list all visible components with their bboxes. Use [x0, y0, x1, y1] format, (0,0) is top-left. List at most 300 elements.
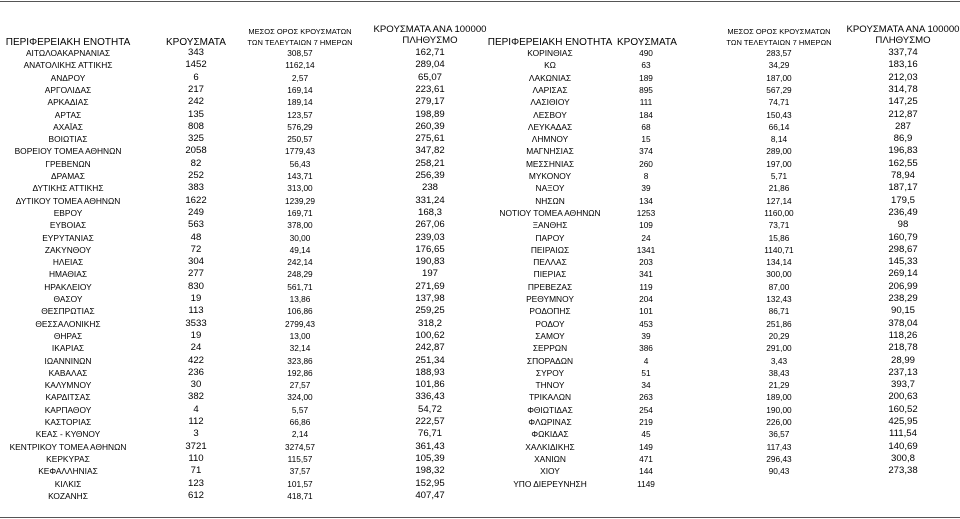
avg-7day-cell: 74,71 — [768, 97, 790, 108]
region-name-cell: ΑΡΓΟΛΙΔΑΣ — [44, 84, 92, 95]
avg-7day-cell: 2799,43 — [285, 318, 315, 329]
cases-cell: 39 — [641, 183, 651, 194]
table-row — [0, 441, 960, 453]
region-name-cell: ΒΟΡΕΙΟΥ ΤΟΜΕΑ ΑΘΗΝΩΝ — [14, 146, 122, 157]
avg-7day-cell: 1779,43 — [285, 146, 315, 157]
avg-7day-cell: 169,71 — [287, 207, 313, 218]
avg-7day-cell: 127,14 — [766, 195, 792, 206]
region-name-cell: ΑΝΑΤΟΛΙΚΗΣ ΑΤΤΙΚΗΣ — [23, 60, 113, 71]
per-100k-cell: 140,69 — [888, 440, 918, 452]
region-name-cell: ΣΑΜΟΥ — [535, 330, 565, 341]
cases-cell: 19 — [190, 293, 202, 304]
region-name-cell: ΤΡΙΚΑΛΩΝ — [528, 392, 572, 403]
cases-cell: 895 — [639, 84, 653, 95]
per-100k-cell: 78,94 — [890, 170, 915, 181]
cases-cell: 1452 — [185, 59, 207, 71]
cases-cell: 219 — [639, 417, 653, 427]
per-100k-cell: 179,5 — [890, 194, 915, 206]
region-name-cell: ΠΡΕΒΕΖΑΣ — [527, 281, 573, 292]
per-100k-cell: 198,32 — [415, 465, 445, 477]
cases-cell: 252 — [187, 170, 204, 181]
region-name-cell: ΜΕΣΣΗΝΙΑΣ — [525, 158, 575, 169]
cases-cell: 217 — [187, 83, 204, 95]
avg-7day-cell: 86,71 — [768, 306, 790, 317]
avg-7day-cell: 567,29 — [766, 84, 792, 95]
cases-cell: 325 — [187, 133, 204, 145]
region-name-cell: ΧΑΛΚΙΔΙΚΗΣ — [525, 441, 575, 452]
region-name-cell: ΦΛΩΡΙΝΑΣ — [528, 417, 572, 427]
avg-7day-cell: 1239,29 — [285, 195, 315, 206]
avg-7day-cell: 1160,00 — [764, 207, 794, 218]
table-row — [0, 59, 960, 71]
per-100k-cell: 76,71 — [417, 428, 442, 440]
avg-7day-cell: 90,43 — [768, 466, 790, 477]
cases-cell: 149 — [639, 441, 653, 452]
region-name-cell: ΤΗΝΟΥ — [535, 380, 565, 391]
region-name-cell: ΦΘΙΩΤΙΔΑΣ — [527, 404, 573, 415]
per-100k-cell: 223,61 — [415, 83, 445, 95]
avg-7day-cell: 115,57 — [287, 453, 313, 464]
region-name-cell: ΛΑΚΩΝΙΑΣ — [528, 72, 572, 83]
avg-7day-cell: 5,57 — [291, 404, 309, 415]
table-row — [0, 268, 960, 280]
avg-7day-cell: 323,86 — [287, 355, 313, 366]
avg-7day-cell: 189,00 — [766, 392, 792, 403]
table-row — [0, 109, 960, 121]
region-name-cell: ΛΗΜΝΟΥ — [531, 134, 569, 145]
table-row — [0, 47, 960, 59]
cases-cell: 490 — [639, 48, 653, 58]
per-100k-cell: 100,62 — [415, 329, 445, 341]
avg-7day-cell: 1162,14 — [285, 60, 315, 71]
region-name-cell: ΖΑΚΥΝΘΟΥ — [44, 244, 92, 255]
table-row — [0, 490, 960, 502]
region-name-cell: ΣΥΡΟΥ — [535, 367, 565, 378]
avg-7day-cell: 197,00 — [766, 158, 792, 169]
region-name-cell: ΣΕΡΡΩΝ — [532, 343, 568, 354]
per-100k-cell: 269,14 — [888, 268, 918, 280]
region-name-cell: ΓΡΕΒΕΝΩΝ — [45, 158, 91, 169]
cases-cell: 374 — [639, 146, 653, 157]
region-name-cell: ΕΥΒΟΙΑΣ — [49, 220, 87, 231]
cases-cell: 1622 — [185, 194, 207, 206]
region-name-cell: ΧΙΟΥ — [540, 466, 560, 477]
avg-7day-cell: 308,57 — [287, 48, 313, 58]
avg-7day-cell: 134,14 — [766, 257, 792, 268]
avg-7day-cell: 150,43 — [766, 109, 792, 120]
table-row — [0, 219, 960, 231]
per-100k-cell: 298,67 — [888, 243, 918, 255]
cases-cell: 34 — [641, 380, 651, 391]
region-name-cell: ΘΕΣΠΡΩΤΙΑΣ — [41, 306, 95, 317]
header-avg-right-line1: ΜΕΣΟΣ ΟΡΟΣ ΚΡΟΥΣΜΑΤΩΝ — [727, 27, 831, 36]
per-100k-cell: 239,03 — [415, 231, 445, 243]
avg-7day-cell: 21,29 — [768, 380, 790, 391]
header-cases-left: ΚΡΟΥΣΜΑΤΑ — [166, 37, 226, 48]
region-name-cell: ΔΥΤΙΚΟΥ ΤΟΜΕΑ ΑΘΗΝΩΝ — [15, 195, 121, 206]
per-100k-cell: 256,39 — [415, 170, 445, 181]
per-100k-cell: 206,99 — [888, 280, 918, 292]
bottom-border — [0, 517, 960, 518]
table-row — [0, 391, 960, 403]
region-name-cell: ΙΩΑΝΝΙΝΩΝ — [44, 355, 92, 366]
avg-7day-cell: 8,14 — [770, 134, 788, 145]
table-row — [0, 342, 960, 354]
cases-cell: 1253 — [636, 207, 656, 218]
avg-7day-cell: 13,00 — [289, 330, 311, 341]
per-100k-cell: 336,43 — [415, 391, 445, 403]
per-100k-cell: 168,3 — [417, 206, 442, 218]
cases-cell: 382 — [187, 391, 204, 403]
table-row — [0, 330, 960, 342]
per-100k-cell: 267,06 — [415, 219, 445, 231]
avg-7day-cell: 313,00 — [287, 183, 313, 194]
avg-7day-cell: 30,00 — [289, 232, 311, 243]
cases-cell: 254 — [639, 404, 653, 415]
region-name-cell: ΧΑΝΙΩΝ — [534, 453, 566, 464]
per-100k-cell: 147,25 — [888, 96, 918, 108]
table-row — [0, 416, 960, 428]
region-name-cell: ΛΕΣΒΟΥ — [533, 109, 567, 120]
per-100k-cell: 118,26 — [888, 329, 918, 341]
region-name-cell: ΛΕΥΚΑΔΑΣ — [527, 121, 573, 132]
per-100k-cell: 101,86 — [415, 379, 445, 391]
region-name-cell: ΝΑΞΟΥ — [535, 183, 565, 194]
per-100k-cell: 65,07 — [417, 71, 442, 83]
per-100k-cell: 162,55 — [888, 157, 918, 169]
avg-7day-cell: 36,57 — [768, 429, 790, 440]
table-row — [0, 195, 960, 207]
top-border — [0, 1, 960, 2]
cases-cell: 111 — [639, 97, 653, 108]
cases-cell: 4 — [643, 355, 649, 366]
region-name-cell: ΗΜΑΘΙΑΣ — [48, 269, 88, 280]
avg-7day-cell: 2,57 — [291, 72, 309, 83]
header-per100k-left — [370, 25, 490, 46]
avg-7day-cell: 117,43 — [766, 441, 792, 452]
avg-7day-cell: 101,57 — [287, 478, 313, 489]
per-100k-cell: 378,04 — [888, 317, 918, 329]
avg-7day-cell: 66,86 — [289, 417, 311, 427]
region-name-cell: ΑΡΤΑΣ — [54, 109, 82, 120]
region-name-cell: ΕΥΡΥΤΑΝΙΑΣ — [42, 232, 94, 243]
table-row — [0, 318, 960, 330]
per-100k-cell: 260,39 — [415, 120, 445, 132]
per-100k-cell: 275,61 — [415, 133, 445, 145]
avg-7day-cell: 13,86 — [289, 294, 311, 304]
per-100k-cell: 287 — [894, 120, 911, 132]
avg-7day-cell: 49,14 — [289, 244, 311, 255]
per-100k-cell: 222,57 — [415, 416, 445, 427]
per-100k-cell: 331,24 — [415, 194, 445, 206]
avg-7day-cell: 32,14 — [289, 343, 311, 354]
per-100k-cell: 273,38 — [888, 465, 918, 477]
avg-7day-cell: 192,86 — [287, 367, 313, 378]
per-100k-cell: 196,83 — [888, 145, 918, 157]
avg-7day-cell: 3274,57 — [285, 441, 315, 452]
per-100k-cell: 337,74 — [888, 47, 918, 58]
cases-cell: 51 — [641, 367, 651, 378]
avg-7day-cell: 283,57 — [766, 48, 792, 58]
cases-cell: 71 — [190, 465, 202, 477]
region-name-cell: ΡΟΔΟΠΗΣ — [529, 306, 571, 317]
avg-7day-cell: 576,29 — [287, 121, 313, 132]
avg-7day-cell: 296,43 — [766, 453, 792, 464]
avg-7day-cell: 73,71 — [768, 220, 790, 231]
table-row — [0, 281, 960, 293]
region-name-cell: ΦΩΚΙΔΑΣ — [531, 429, 569, 440]
cases-cell: 6 — [193, 71, 199, 83]
per-100k-cell: 238,29 — [888, 293, 918, 304]
cases-cell: 30 — [190, 379, 202, 391]
cases-cell: 612 — [187, 489, 204, 501]
region-name-cell: ΠΑΡΟΥ — [535, 232, 565, 243]
cases-cell: 189 — [639, 72, 653, 83]
avg-7day-cell: 169,14 — [287, 84, 313, 95]
table-row — [0, 182, 960, 194]
header-avg-right — [722, 26, 836, 48]
cases-cell: 277 — [187, 268, 204, 280]
per-100k-cell: 90,15 — [890, 305, 915, 317]
avg-7day-cell: 242,14 — [287, 257, 313, 268]
region-name-cell: ΒΟΙΩΤΙΑΣ — [48, 134, 88, 145]
cases-cell: 1341 — [636, 244, 656, 255]
table-row — [0, 244, 960, 256]
table-row — [0, 207, 960, 219]
per-100k-cell: 407,47 — [415, 489, 445, 501]
avg-7day-cell: 251,86 — [766, 318, 792, 329]
cases-cell: 24 — [641, 232, 651, 243]
cases-cell: 3533 — [185, 317, 207, 329]
per-100k-cell: 105,39 — [415, 452, 445, 464]
region-name-cell: ΚΑΛΥΜΝΟΥ — [44, 380, 92, 391]
region-name-cell: ΚΕΝΤΡΙΚΟΥ ΤΟΜΕΑ ΑΘΗΝΩΝ — [9, 441, 127, 452]
per-100k-cell: 160,52 — [888, 403, 918, 415]
cases-cell: 123 — [187, 477, 204, 489]
cases-cell: 242 — [187, 96, 204, 108]
per-100k-cell: 198,89 — [415, 108, 445, 120]
per-100k-cell: 98 — [897, 219, 909, 231]
header-per100k-right-line1: ΚΡΟΥΣΜΑΤΑ ΑΝΑ 100000 — [846, 24, 960, 35]
per-100k-cell: 54,72 — [417, 403, 442, 415]
region-name-cell: ΘΕΣΣΑΛΟΝΙΚΗΣ — [35, 318, 101, 329]
per-100k-cell: 300,8 — [890, 452, 915, 464]
per-100k-cell: 137,98 — [415, 293, 445, 304]
table-row — [0, 96, 960, 108]
region-name-cell: ΑΡΚΑΔΙΑΣ — [47, 97, 89, 108]
avg-7day-cell: 418,71 — [287, 490, 313, 501]
per-100k-cell: 314,78 — [888, 83, 918, 95]
region-name-cell: ΠΕΛΛΑΣ — [533, 257, 567, 268]
cases-cell: 15 — [641, 134, 651, 145]
avg-7day-cell: 38,43 — [768, 367, 790, 378]
cases-cell: 119 — [639, 281, 653, 292]
header-per100k-left-line2: ΠΛΗΘΥΣΜΟ — [402, 34, 458, 46]
region-name-cell: ΚΕΦΑΛΛΗΝΙΑΣ — [38, 466, 98, 477]
header-avg-right-line2: ΤΩΝ ΤΕΛΕΥΤΑΙΩΝ 7 ΗΜΕΡΩΝ — [726, 38, 832, 47]
avg-7day-cell: 34,29 — [768, 60, 790, 71]
avg-7day-cell: 291,00 — [766, 343, 792, 354]
per-100k-cell: 197 — [421, 268, 438, 280]
region-name-cell: ΛΑΣΙΘΙΟΥ — [530, 97, 570, 108]
header-avg-left — [240, 26, 360, 48]
cases-cell: 101 — [639, 306, 653, 317]
cases-cell: 453 — [639, 318, 653, 329]
cases-cell: 204 — [639, 294, 653, 304]
cases-cell: 236 — [187, 366, 204, 378]
per-100k-cell: 238 — [421, 182, 438, 194]
cases-cell: 386 — [639, 343, 653, 354]
cases-cell: 82 — [190, 157, 202, 169]
table-row — [0, 232, 960, 244]
region-name-cell: ΚΕΑΣ - ΚΥΘΝΟΥ — [35, 429, 101, 440]
cases-cell: 72 — [190, 243, 202, 255]
per-100k-cell: 111,54 — [889, 428, 917, 440]
table-row — [0, 158, 960, 170]
per-100k-cell: 160,79 — [888, 231, 918, 243]
avg-7day-cell: 106,86 — [287, 306, 313, 317]
avg-7day-cell: 2,14 — [291, 429, 309, 440]
cases-cell: 563 — [187, 219, 204, 231]
region-name-cell: ΞΑΝΘΗΣ — [532, 220, 568, 231]
avg-7day-cell: 226,00 — [766, 417, 792, 427]
region-name-cell: ΠΕΙΡΑΙΩΣ — [530, 244, 570, 255]
per-100k-cell: 425,95 — [888, 416, 918, 427]
per-100k-cell: 218,78 — [888, 342, 918, 354]
table-row — [0, 453, 960, 465]
cases-cell: 4 — [193, 403, 199, 415]
per-100k-cell: 212,87 — [888, 108, 918, 120]
cases-cell: 110 — [188, 452, 204, 464]
avg-7day-cell: 123,57 — [287, 109, 313, 120]
cases-cell: 2058 — [185, 145, 207, 157]
avg-7day-cell: 3,43 — [770, 355, 788, 366]
table-row — [0, 121, 960, 133]
cases-cell: 263 — [639, 392, 653, 403]
per-100k-cell: 183,16 — [888, 59, 918, 71]
avg-7day-cell: 187,00 — [766, 72, 792, 83]
region-name-cell: ΘΑΣΟΥ — [53, 294, 83, 304]
table-row — [0, 404, 960, 416]
cases-cell: 3 — [193, 428, 199, 440]
cases-cell: 24 — [190, 342, 202, 354]
per-100k-cell: 28,99 — [890, 354, 915, 366]
cases-cell: 304 — [187, 256, 204, 268]
region-name-cell: ΚΑΡΠΑΘΟΥ — [44, 404, 92, 415]
header-cases-right: ΚΡΟΥΣΜΑΤΑ — [617, 37, 677, 48]
per-100k-cell: 236,49 — [888, 206, 918, 218]
header-per100k-left-line1: ΚΡΟΥΣΜΑΤΑ ΑΝΑ 100000 — [373, 24, 487, 35]
cases-cell: 63 — [641, 60, 651, 71]
avg-7day-cell: 15,86 — [768, 232, 790, 243]
region-name-cell: ΚΕΡΚΥΡΑΣ — [46, 453, 90, 464]
table-row — [0, 170, 960, 182]
cases-cell: 383 — [187, 182, 204, 194]
per-100k-cell: 318,2 — [417, 317, 442, 329]
region-name-cell: ΕΒΡΟΥ — [53, 207, 83, 218]
region-name-cell: ΛΑΡΙΣΑΣ — [532, 84, 568, 95]
region-name-cell: ΥΠΟ ΔΙΕΡΕΥΝΗΣΗ — [513, 478, 587, 489]
region-name-cell: ΡΕΘΥΜΝΟΥ — [526, 294, 574, 304]
cases-cell: 113 — [188, 305, 204, 317]
region-name-cell: ΚΑΒΑΛΑΣ — [48, 367, 88, 378]
region-name-cell: ΠΙΕΡΙΑΣ — [533, 269, 567, 280]
per-100k-cell: 152,95 — [415, 477, 445, 489]
avg-7day-cell: 5,71 — [770, 171, 788, 181]
region-name-cell: ΗΛΕΙΑΣ — [52, 257, 84, 268]
cases-cell: 260 — [639, 158, 653, 169]
avg-7day-cell: 324,00 — [287, 392, 313, 403]
table-row — [0, 305, 960, 317]
per-100k-cell: 190,83 — [415, 256, 445, 268]
avg-7day-cell: 289,00 — [766, 146, 792, 157]
cases-cell: 341 — [639, 269, 653, 280]
cases-cell: 203 — [639, 257, 653, 268]
region-name-cell: ΚΟΡΙΝΘΙΑΣ — [527, 48, 573, 58]
per-100k-cell: 361,43 — [415, 440, 445, 452]
cases-cell: 48 — [190, 231, 202, 243]
avg-7day-cell: 300,00 — [766, 269, 792, 280]
table-row — [0, 355, 960, 367]
header-per100k-right — [846, 25, 960, 46]
avg-7day-cell: 27,57 — [289, 380, 311, 391]
region-name-cell: ΜΥΚΟΝΟΥ — [528, 171, 572, 181]
cases-cell: 1149 — [637, 478, 655, 489]
region-name-cell: ΚΑΣΤΟΡΙΑΣ — [44, 417, 92, 427]
cases-cell: 112 — [188, 416, 204, 427]
region-name-cell: ΗΡΑΚΛΕΙΟΥ — [44, 281, 92, 292]
cases-cell: 8 — [643, 171, 649, 181]
region-name-cell: ΡΟΔΟΥ — [535, 318, 565, 329]
cases-cell: 19 — [190, 329, 202, 341]
cases-cell: 830 — [187, 280, 204, 292]
region-name-cell: ΑΧΑΪΑΣ — [53, 121, 83, 132]
table-row — [0, 256, 960, 268]
cases-cell: 471 — [639, 453, 653, 464]
per-100k-cell: 212,03 — [888, 71, 918, 83]
avg-7day-cell: 189,14 — [287, 97, 313, 108]
per-100k-cell: 259,25 — [415, 305, 445, 317]
region-name-cell: ΑΝΔΡΟΥ — [50, 72, 86, 83]
per-100k-cell: 347,82 — [415, 145, 445, 157]
region-name-cell: ΚΟΖΑΝΗΣ — [48, 490, 88, 501]
cases-cell: 249 — [187, 206, 204, 218]
per-100k-cell: 86,9 — [893, 133, 913, 145]
region-name-cell: ΘΗΡΑΣ — [53, 330, 83, 341]
table-row — [0, 428, 960, 440]
table-row — [0, 465, 960, 477]
per-100k-cell: 393,7 — [890, 379, 915, 391]
per-100k-cell: 251,34 — [415, 354, 445, 366]
table-row — [0, 379, 960, 391]
table-row — [0, 367, 960, 379]
per-100k-cell: 279,17 — [415, 96, 445, 108]
table-row — [0, 84, 960, 96]
per-100k-cell: 289,04 — [415, 59, 445, 71]
avg-7day-cell: 1140,71 — [764, 244, 794, 255]
avg-7day-cell: 378,00 — [287, 220, 313, 231]
cases-cell: 422 — [187, 354, 204, 366]
per-100k-cell: 145,33 — [888, 256, 918, 268]
table-row — [0, 72, 960, 84]
avg-7day-cell: 20,29 — [768, 330, 790, 341]
avg-7day-cell: 66,14 — [768, 121, 790, 132]
cases-cell: 144 — [639, 466, 653, 477]
per-100k-cell: 271,69 — [415, 280, 445, 292]
avg-7day-cell: 56,43 — [289, 158, 311, 169]
avg-7day-cell: 132,43 — [766, 294, 792, 304]
cases-cell: 109 — [639, 220, 653, 231]
